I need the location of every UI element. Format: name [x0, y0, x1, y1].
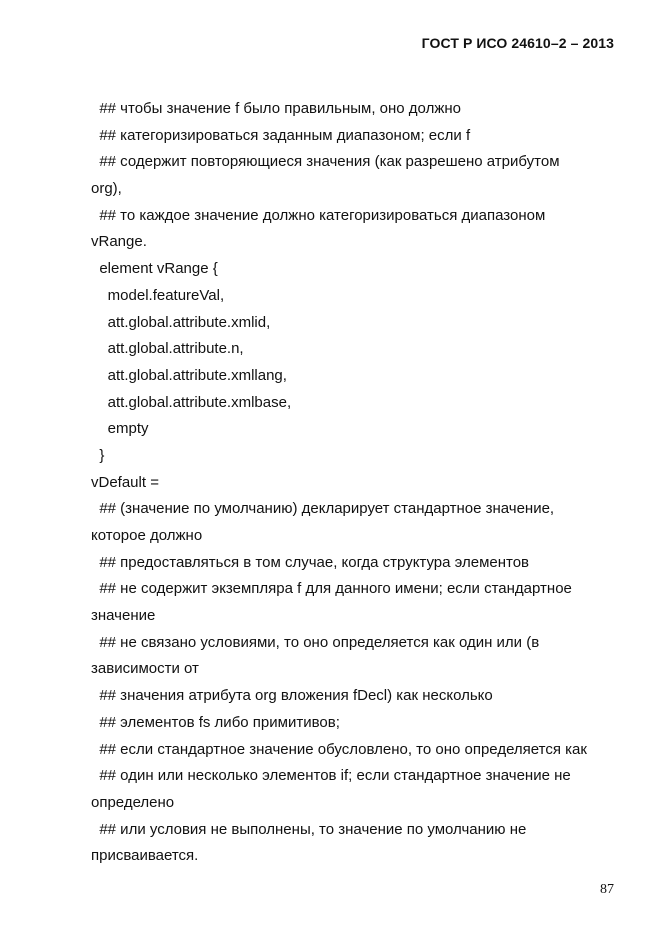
text-line: присваивается.	[91, 847, 199, 865]
text-line: ## чтобы значение f было правильным, оно должно	[91, 100, 461, 117]
text-line: ## элементов fs либо примитивов;	[91, 713, 340, 731]
text-line: vRange.	[91, 233, 147, 251]
document-body	[91, 96, 631, 870]
text-line: ## то каждое значение должно категоризироваться диапазоном	[91, 206, 546, 224]
text-line: empty	[91, 420, 149, 438]
text-line: vDefault =	[91, 473, 159, 491]
text-line: att.global.attribute.xmlbase,	[91, 393, 292, 411]
text-line: ## (значение по умолчанию) декларирует стандартное значение,	[91, 500, 555, 518]
text-line: ## один или несколько элементов if; если стандартное значение не	[91, 767, 571, 785]
text-line: ## предоставляться в том случае, когда структура элементов	[91, 553, 530, 571]
text-line: ## если стандартное значение обусловлено, то оно определяется как	[91, 740, 587, 758]
text-line: }	[91, 446, 105, 464]
text-line: att.global.attribute.xmlid,	[91, 313, 271, 331]
text-line: element vRange {	[91, 260, 218, 278]
text-line: ## содержит повторяющиеся значения (как разрешено атрибутом	[91, 153, 560, 171]
text-line: ## значения атрибута org вложения fDecl) как несколько	[91, 687, 493, 705]
text-line: значение	[91, 607, 156, 625]
text-line: зависимости от	[91, 660, 199, 678]
text-line: org),	[91, 180, 122, 198]
text-line: ## не содержит экземпляра f для данного имени; если стандартное	[91, 580, 572, 598]
text-line: ## не связано условиями, то оно определяется как один или (в	[91, 633, 540, 651]
text-line: att.global.attribute.xmllang,	[91, 366, 287, 384]
text-line: которое должно	[91, 527, 203, 544]
text-line: определено	[91, 793, 175, 811]
text-line: ## категоризироваться заданным диапазоном; если f	[91, 126, 471, 144]
text-line: att.global.attribute.n,	[91, 340, 244, 358]
document-header: ГОСТ Р ИСО 24610–2 – 2013	[421, 35, 614, 51]
page-number: 87	[600, 882, 614, 897]
text-line: ## или условия не выполнены, то значение по умолчанию не	[91, 820, 527, 838]
text-line: model.featureVal,	[91, 286, 225, 304]
